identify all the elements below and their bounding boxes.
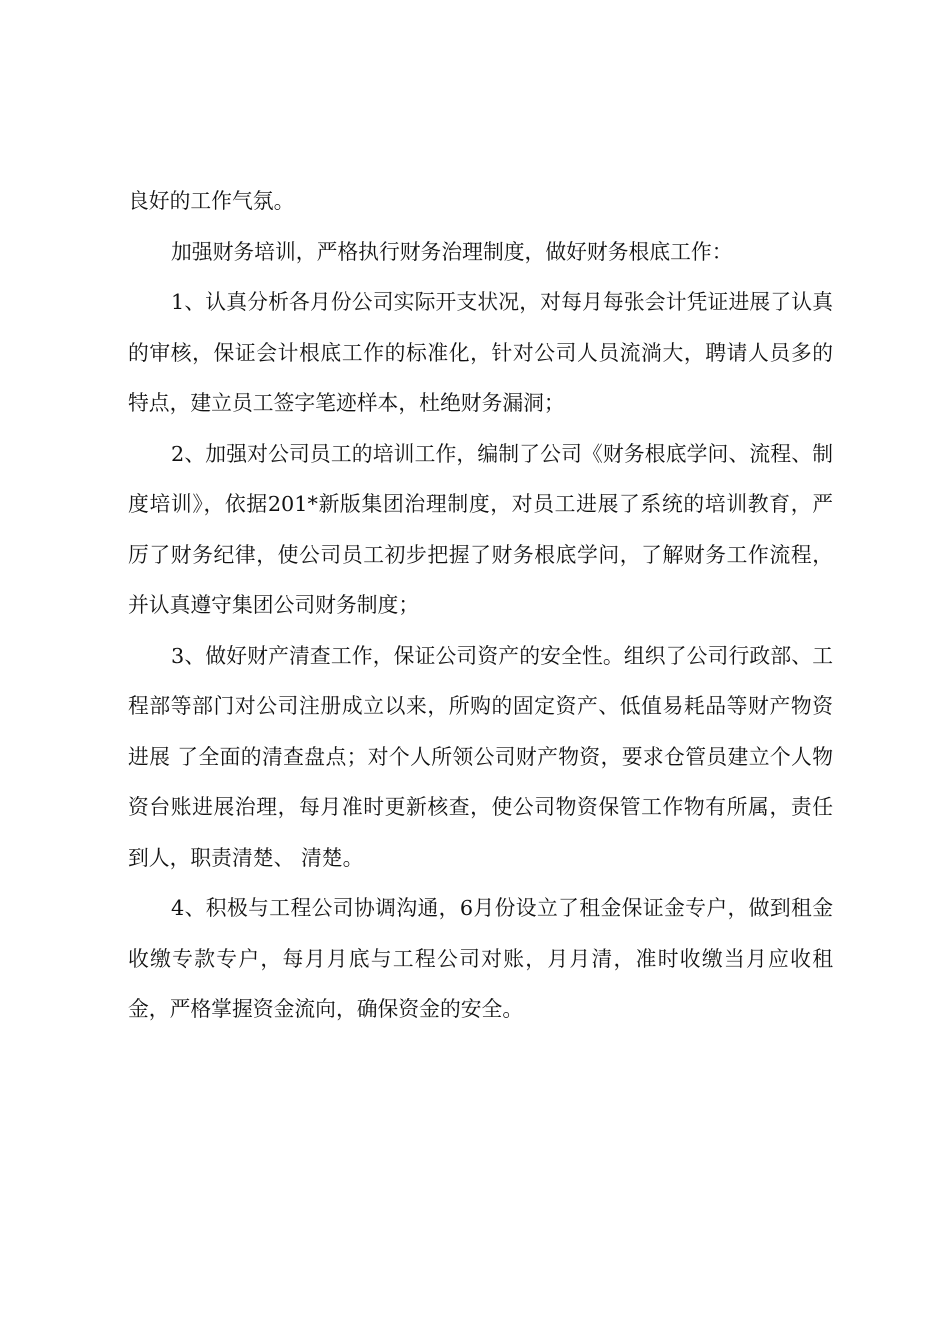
paragraph-finance-training-heading: 加强财务培训，严格执行财务治理制度，做好财务根底工作： bbox=[171, 239, 733, 264]
document-body bbox=[128, 176, 833, 1035]
paragraph-item-4: 4、积极与工程公司协调沟通，6月份设立了租金保证金专户，做到租金收缴专款专户，每月月底与工程公司对账，月月清，准时收缴当月应收租金，严格掌握资金流向，确保资金的安全。 bbox=[128, 896, 833, 1021]
paragraph-continuation: 良好的工作气氛。 bbox=[128, 189, 295, 213]
paragraph-item-1: 1、认真分析各月份公司实际开支状况，对每月每张会计凭证进展了认真的审核，保证会计根底工作的标准化，针对公司人员流淌大，聘请人员多的特点，建立员工签字笔迹样本，杜绝财务漏洞； bbox=[128, 290, 833, 415]
paragraph-item-3: 3、做好财产清查工作，保证公司资产的安全性。组织了公司行政部、工程部等部门对公司注册成立以来，所购的固定资产、低值易耗品等财产物资进展 了全面的清查盘点；对个人所领公司财产物资，要求仓管员建立个人物资台账进展治理，每月准时更新核查，使公司物资保管工作物有所属，责任到人，职责清楚、 清楚。 bbox=[128, 643, 833, 870]
paragraph-item-2: 2、加强对公司员工的培训工作，编制了公司《财务根底学问、流程、制度培训》，依据201*新版集团治理制度，对员工进展了系统的培训教育，严厉了财务纪律，使公司员工初步把握了财务根底学问，了解财务工作流程，并认真遵守集团公司财务制度； bbox=[128, 441, 833, 617]
